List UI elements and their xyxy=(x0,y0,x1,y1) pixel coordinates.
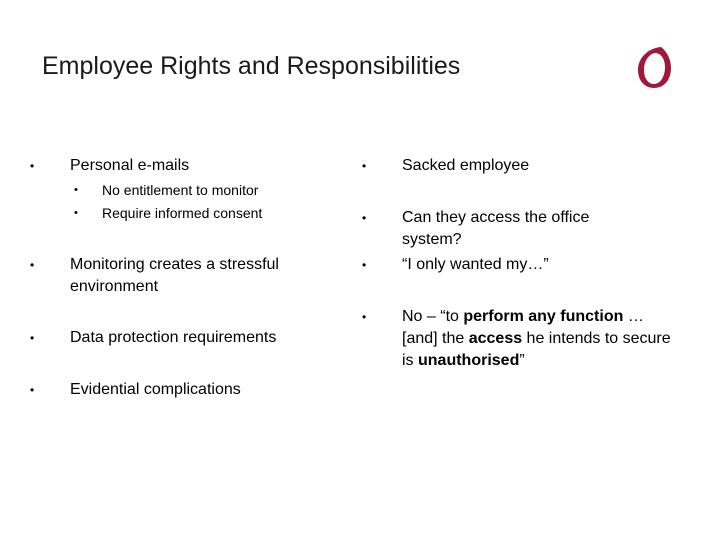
bullet-icon: • xyxy=(74,184,78,196)
bullet-icon: • xyxy=(362,159,367,173)
list-item: • “I only wanted my…” xyxy=(362,254,702,276)
sub-list-item: • No entitlement to monitor xyxy=(30,179,340,202)
brand-logo-icon xyxy=(634,44,674,90)
list-item: • Evidential complications xyxy=(30,379,340,401)
slide-title: Employee Rights and Responsibilities xyxy=(42,52,461,80)
court-quote: No – “to perform any function …[and] the access he intends to secure is unauthorised” xyxy=(402,308,671,369)
bullet-icon: • xyxy=(362,211,367,225)
list-item: • Can they access the office system? xyxy=(362,209,590,248)
list-item: • Data protection requirements xyxy=(30,327,340,349)
bullet-icon: • xyxy=(30,383,35,397)
quote-item xyxy=(362,306,672,372)
list-item: • Personal e-mails xyxy=(30,155,340,177)
list-item: • Monitoring creates a stressful environment xyxy=(30,256,279,295)
bullet-icon: • xyxy=(74,207,78,219)
bullet-icon: • xyxy=(362,310,367,324)
sub-list-item: • Require informed consent xyxy=(30,202,340,225)
bullet-icon: • xyxy=(30,159,35,173)
list-item: • Sacked employee xyxy=(362,155,702,177)
bullet-icon: • xyxy=(362,258,367,272)
bullet-icon: • xyxy=(30,331,35,345)
bullet-icon: • xyxy=(30,258,35,272)
